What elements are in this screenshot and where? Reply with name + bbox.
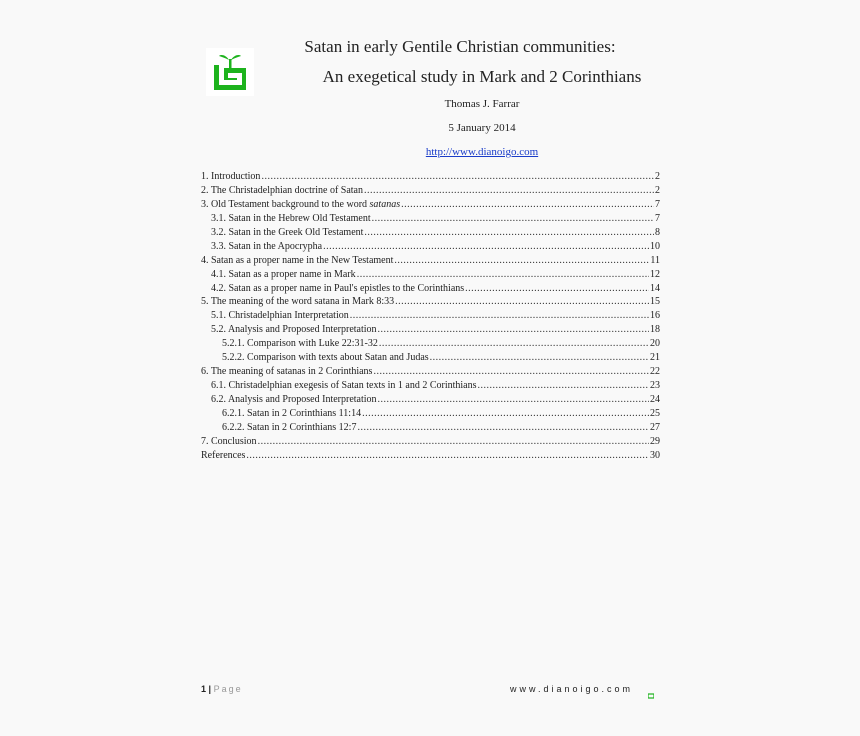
- toc-entry-page: 30: [650, 449, 660, 461]
- toc-leader-dots: [378, 393, 649, 407]
- website-link[interactable]: http://www.dianoigo.com: [425, 146, 539, 158]
- page-label: Page: [213, 684, 243, 694]
- toc-entry[interactable]: [201, 212, 660, 226]
- toc-entry-page: 21: [650, 352, 660, 364]
- document-url: [200, 146, 764, 158]
- toc-entry-page: 8: [655, 226, 660, 238]
- toc-leader-dots: [465, 282, 649, 296]
- toc-entry[interactable]: [201, 421, 660, 435]
- toc-leader-dots: [364, 226, 654, 240]
- toc-entry[interactable]: [201, 282, 660, 296]
- toc-entry-title-text: 2. The Christadelphian doctrine of Satan: [201, 184, 363, 196]
- document-title-line1: Satan in early Gentile Christian communities:: [304, 37, 616, 56]
- toc-entry-title-emphasis: satanas: [369, 198, 401, 210]
- toc-entry-title: [201, 449, 245, 463]
- toc-entry-title: [211, 282, 464, 296]
- toc-entry-page: 2: [655, 171, 660, 182]
- toc-entry-title: [201, 295, 394, 309]
- toc-leader-dots: [246, 449, 649, 463]
- toc-entry-title-text: 6.2.1. Satan in 2 Corinthians 11:14: [222, 407, 362, 419]
- toc-leader-dots: [478, 379, 649, 393]
- toc-entry[interactable]: [201, 379, 660, 393]
- toc-leader-dots: [401, 198, 654, 212]
- toc-entry-title-text: 5.2.2. Comparison with texts about Satan and Judas: [222, 352, 429, 364]
- toc-leader-dots: [373, 365, 649, 379]
- toc-entry-page: 18: [650, 324, 660, 336]
- toc-entry[interactable]: [201, 393, 660, 407]
- toc-entry[interactable]: [201, 337, 660, 351]
- toc-leader-dots: [430, 351, 649, 365]
- toc-entry-title-text: 3.1. Satan in the Hebrew Old Testament: [211, 212, 371, 224]
- toc-entry-title-text: 1. Introduction: [201, 171, 261, 182]
- toc-entry-page: 16: [650, 310, 660, 322]
- toc-entry-page: 27: [650, 421, 660, 433]
- toc-entry[interactable]: [201, 184, 660, 198]
- toc-entry-page: 11: [650, 254, 660, 266]
- toc-entry[interactable]: [201, 309, 660, 323]
- toc-entry-title-text: 6.2.2. Satan in 2 Corinthians 12:7: [222, 421, 357, 433]
- toc-entry[interactable]: [201, 254, 660, 268]
- toc-entry-title: [201, 435, 257, 449]
- toc-leader-dots: [378, 323, 649, 337]
- toc-leader-dots: [395, 295, 649, 309]
- toc-entry-title-text: 5. The meaning of the word satana in Mark 8:33: [201, 296, 395, 308]
- toc-entry-title-text: References: [201, 449, 246, 461]
- toc-entry-title-text: 6.1. Christadelphian exegesis of Satan texts in 1 and 2 Corinthians: [211, 380, 477, 392]
- toc-entry[interactable]: [201, 435, 660, 449]
- toc-leader-dots: [357, 421, 649, 435]
- toc-entry[interactable]: [201, 407, 660, 421]
- document-title-line2: An exegetical study in Mark and 2 Corinthians: [322, 67, 642, 86]
- toc-entry-page: 25: [650, 407, 660, 419]
- toc-entry-page: 20: [650, 338, 660, 350]
- page-number: 1: [201, 684, 207, 694]
- toc-entry-page: 12: [650, 268, 660, 280]
- toc-leader-dots: [323, 240, 649, 254]
- toc-entry[interactable]: [201, 170, 660, 184]
- toc-entry-title: [211, 268, 356, 282]
- toc-leader-dots: [261, 170, 654, 184]
- toc-entry-title-text: 5.2. Analysis and Proposed Interpretation: [211, 324, 377, 336]
- table-of-contents: [201, 170, 660, 463]
- toc-entry-title-text: 6.2. Analysis and Proposed Interpretation: [211, 394, 377, 405]
- toc-entry[interactable]: [201, 365, 660, 379]
- toc-entry-title-text: 5.2.1. Comparison with Luke 22:31-32: [222, 338, 378, 350]
- toc-entry-title-text: 3. Old Testament background to the word: [201, 198, 370, 210]
- toc-entry-title: [222, 351, 429, 365]
- toc-entry-title: [222, 337, 378, 351]
- toc-entry-title-text: 4. Satan as a proper name in the New Testament: [201, 254, 394, 266]
- toc-entry-page: 2: [655, 184, 660, 196]
- toc-entry[interactable]: [201, 198, 660, 212]
- toc-entry-title: [201, 365, 372, 379]
- toc-entry-title: [211, 226, 363, 240]
- toc-entry[interactable]: [201, 226, 660, 240]
- toc-entry[interactable]: [201, 240, 660, 254]
- toc-entry[interactable]: [201, 351, 660, 365]
- toc-entry[interactable]: [201, 268, 660, 282]
- toc-entry-title: [211, 393, 377, 407]
- toc-entry-title: [201, 184, 363, 198]
- toc-entry[interactable]: [201, 449, 660, 463]
- toc-entry-title: [211, 212, 371, 226]
- toc-entry-page: 22: [650, 366, 660, 378]
- toc-entry-page: 7: [655, 198, 660, 210]
- footer-site: www.dianoigo.com: [510, 684, 634, 694]
- toc-entry-page: 7: [655, 212, 660, 224]
- toc-leader-dots: [379, 337, 649, 351]
- toc-entry-title: [222, 407, 361, 421]
- toc-entry-page: 29: [650, 435, 660, 447]
- toc-entry-title: [201, 254, 393, 268]
- toc-entry-title-text: 6. The meaning of satanas in 2 Corinthians: [201, 366, 373, 378]
- toc-entry-page: 10: [650, 240, 660, 252]
- page-separator: |: [208, 684, 212, 694]
- document-date: 5 January 2014: [448, 122, 516, 134]
- toc-entry-title: [211, 309, 349, 323]
- toc-leader-dots: [258, 435, 649, 449]
- toc-entry[interactable]: [201, 295, 660, 309]
- document-author: Thomas J. Farrar: [444, 98, 520, 110]
- toc-entry-title-text: 3.3. Satan in the Apocrypha: [211, 240, 323, 252]
- toc-entry-page: 15: [650, 296, 660, 308]
- toc-entry-page: 23: [650, 380, 660, 392]
- toc-leader-dots: [394, 254, 649, 268]
- toc-entry-title: [211, 323, 377, 337]
- toc-entry-title-text: 7. Conclusion: [201, 435, 257, 447]
- toc-entry-title: [201, 198, 400, 212]
- footer-page-number: [201, 684, 243, 694]
- toc-entry-title-text: 3.2. Satan in the Greek Old Testament: [211, 226, 364, 238]
- toc-entry-title-text: 5.1. Christadelphian Interpretation: [211, 310, 349, 322]
- toc-leader-dots: [372, 212, 654, 226]
- toc-entry[interactable]: [201, 323, 660, 337]
- toc-entry-title: [211, 379, 477, 393]
- toc-entry-title-text: 4.2. Satan as a proper name in Paul's epistles to the Corinthians: [211, 282, 465, 294]
- toc-leader-dots: [364, 184, 654, 198]
- toc-leader-dots: [362, 407, 649, 421]
- toc-entry-page: 14: [650, 282, 660, 294]
- toc-entry-title: [201, 170, 260, 184]
- toc-entry-title: [211, 240, 322, 254]
- toc-entry-title-text: 4.1. Satan as a proper name in Mark: [211, 268, 356, 280]
- toc-entry-title: [222, 421, 356, 435]
- toc-entry-page: 24: [650, 394, 660, 405]
- toc-leader-dots: [357, 268, 649, 282]
- footer-logo-icon: [648, 686, 654, 692]
- toc-leader-dots: [350, 309, 649, 323]
